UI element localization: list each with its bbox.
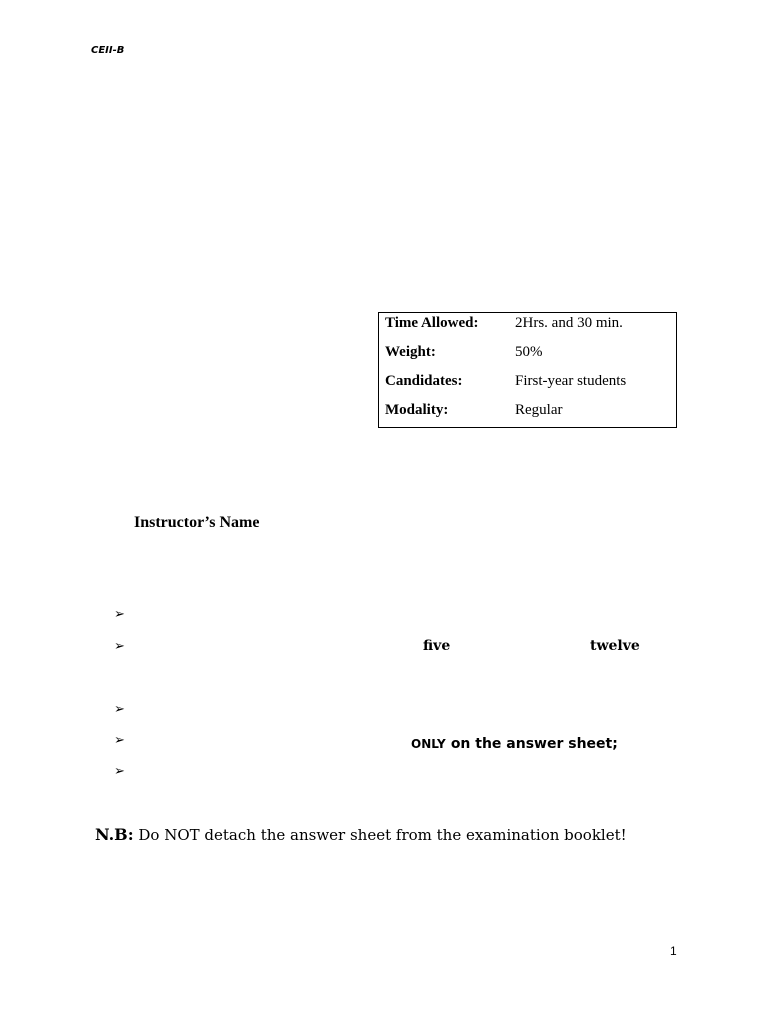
exam-info-table <box>378 312 677 428</box>
bullet-icon: ➢ <box>114 764 125 779</box>
info-value-candidates: First-year students <box>515 373 627 389</box>
info-label-candidates: Candidates: <box>385 373 463 389</box>
info-label-weight: Weight: <box>385 344 436 360</box>
instructor-name-label: Instructor’s Name <box>134 514 260 531</box>
note-text: Do NOT detach the answer sheet from the examination booklet! <box>138 826 627 844</box>
note-line <box>95 825 627 844</box>
info-value-modality: Regular <box>515 402 563 418</box>
info-label-time: Time Allowed: <box>385 315 479 331</box>
instruction-word-twelve: twelve <box>590 638 640 654</box>
instruction-answer-sheet-text: on the answer sheet; <box>450 736 618 752</box>
instruction-word-five: five <box>423 638 451 654</box>
note-label: N.B: <box>95 825 134 844</box>
info-value-weight: 50% <box>515 344 543 360</box>
instruction-only: ONLY <box>411 737 446 751</box>
instruction-answer-sheet <box>411 733 618 752</box>
bullet-icon: ➢ <box>114 607 125 622</box>
exam-code: CEII-B <box>91 45 125 56</box>
info-value-time: 2Hrs. and 30 min. <box>515 315 623 331</box>
bullet-icon: ➢ <box>114 639 125 654</box>
bullet-icon: ➢ <box>114 733 125 748</box>
info-label-modality: Modality: <box>385 402 449 418</box>
bullet-icon: ➢ <box>114 702 125 717</box>
page-number: 1 <box>670 944 677 958</box>
